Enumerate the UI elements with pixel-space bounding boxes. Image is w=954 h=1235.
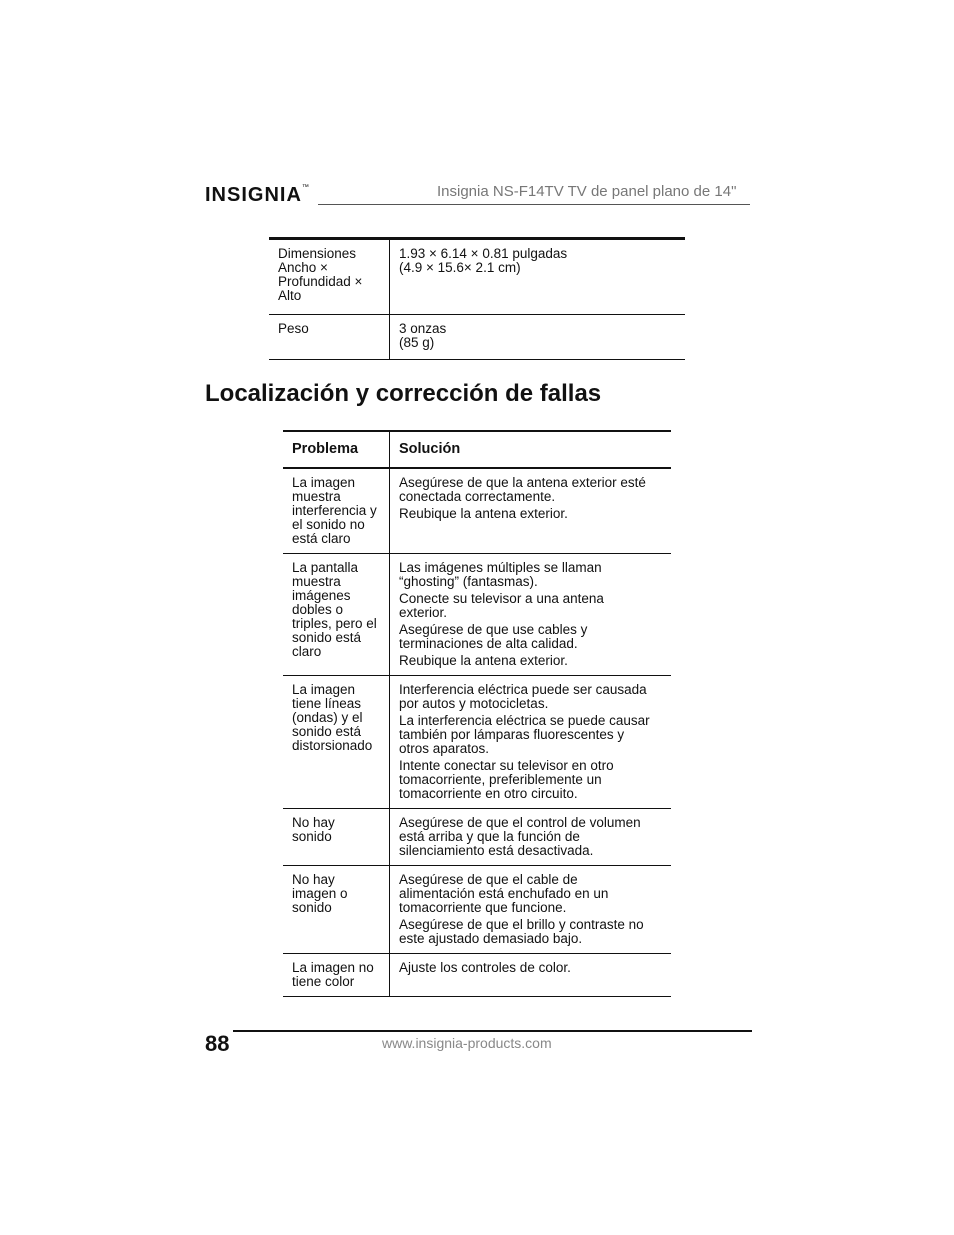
problem-cell: No hay sonido <box>283 809 390 866</box>
solution-line: Asegúrese de que la antena exterior esté conectada correctamente. <box>399 475 646 504</box>
spec-table <box>269 237 685 360</box>
solution-line: La interferencia eléctrica se puede causar también por lámparas fluorescentes y otros aparatos. <box>399 713 650 756</box>
solution-line: Asegúrese de que el control de volumen está arriba y que la función de silenciamiento está desactivada. <box>399 815 641 858</box>
solution-line: Las imágenes múltiples se llaman “ghosting” (fantasmas). <box>399 560 602 589</box>
solution-cell <box>390 676 672 809</box>
problem-header: Problema <box>283 431 390 468</box>
table-row <box>283 954 671 997</box>
troubleshooting-table <box>283 430 671 997</box>
header-rule <box>318 204 750 205</box>
solution-line: Asegúrese de que use cables y terminaciones de alta calidad. <box>399 622 588 651</box>
spec-label: Peso <box>269 315 390 360</box>
solution-line: Asegúrese de que el brillo y contraste no este ajustado demasiado bajo. <box>399 917 644 946</box>
table-row <box>283 468 671 554</box>
table-row <box>283 809 671 866</box>
solution-line: Interferencia eléctrica puede ser causada por autos y motocicletas. <box>399 682 647 711</box>
solution-line: Asegúrese de que el cable de alimentación está enchufado en un tomacorriente que funcione. <box>399 872 609 915</box>
solution-line: Intente conectar su televisor en otro tomacorriente, preferiblemente un tomacorriente en otro circuito. <box>399 758 614 801</box>
brand-logo <box>205 184 310 207</box>
header-title: Insignia NS-F14TV TV de panel plano de 14" <box>437 183 737 200</box>
spec-row <box>269 239 685 315</box>
solution-cell <box>390 468 672 554</box>
solution-cell <box>390 866 672 954</box>
solution-line: Reubique la antena exterior. <box>399 653 568 668</box>
brand-name: INSIGNIA <box>205 184 302 206</box>
solution-cell <box>390 954 672 997</box>
section-title: Localización y corrección de fallas <box>205 380 602 407</box>
problem-cell: La pantalla muestra imágenes dobles o triples, pero el sonido está claro <box>283 554 390 676</box>
spec-value: 3 onzas (85 g) <box>390 315 686 360</box>
solution-line: Ajuste los controles de color. <box>399 960 571 975</box>
solution-cell <box>390 809 672 866</box>
table-row <box>283 866 671 954</box>
table-row <box>283 554 671 676</box>
solution-header: Solución <box>390 431 672 468</box>
spec-row <box>269 315 685 360</box>
problem-cell: La imagen muestra interferencia y el sonido no está claro <box>283 468 390 554</box>
solution-line: Reubique la antena exterior. <box>399 506 568 521</box>
spec-label: Dimensiones Ancho × Profundidad × Alto <box>269 239 390 315</box>
problem-cell: La imagen tiene líneas (ondas) y el sonido está distorsionado <box>283 676 390 809</box>
page-number: 88 <box>205 1031 230 1056</box>
problem-cell: La imagen no tiene color <box>283 954 390 997</box>
table-header-row <box>283 431 671 468</box>
solution-line: Conecte su televisor a una antena exterior. <box>399 591 604 620</box>
solution-cell <box>390 554 672 676</box>
table-row <box>283 676 671 809</box>
footer-rule <box>233 1030 752 1032</box>
problem-cell: No hay imagen o sonido <box>283 866 390 954</box>
footer-url: www.insignia-products.com <box>382 1035 552 1051</box>
spec-value: 1.93 × 6.14 × 0.81 pulgadas (4.9 × 15.6× 2.1 cm) <box>399 246 568 275</box>
trademark-symbol: ™ <box>301 184 310 191</box>
